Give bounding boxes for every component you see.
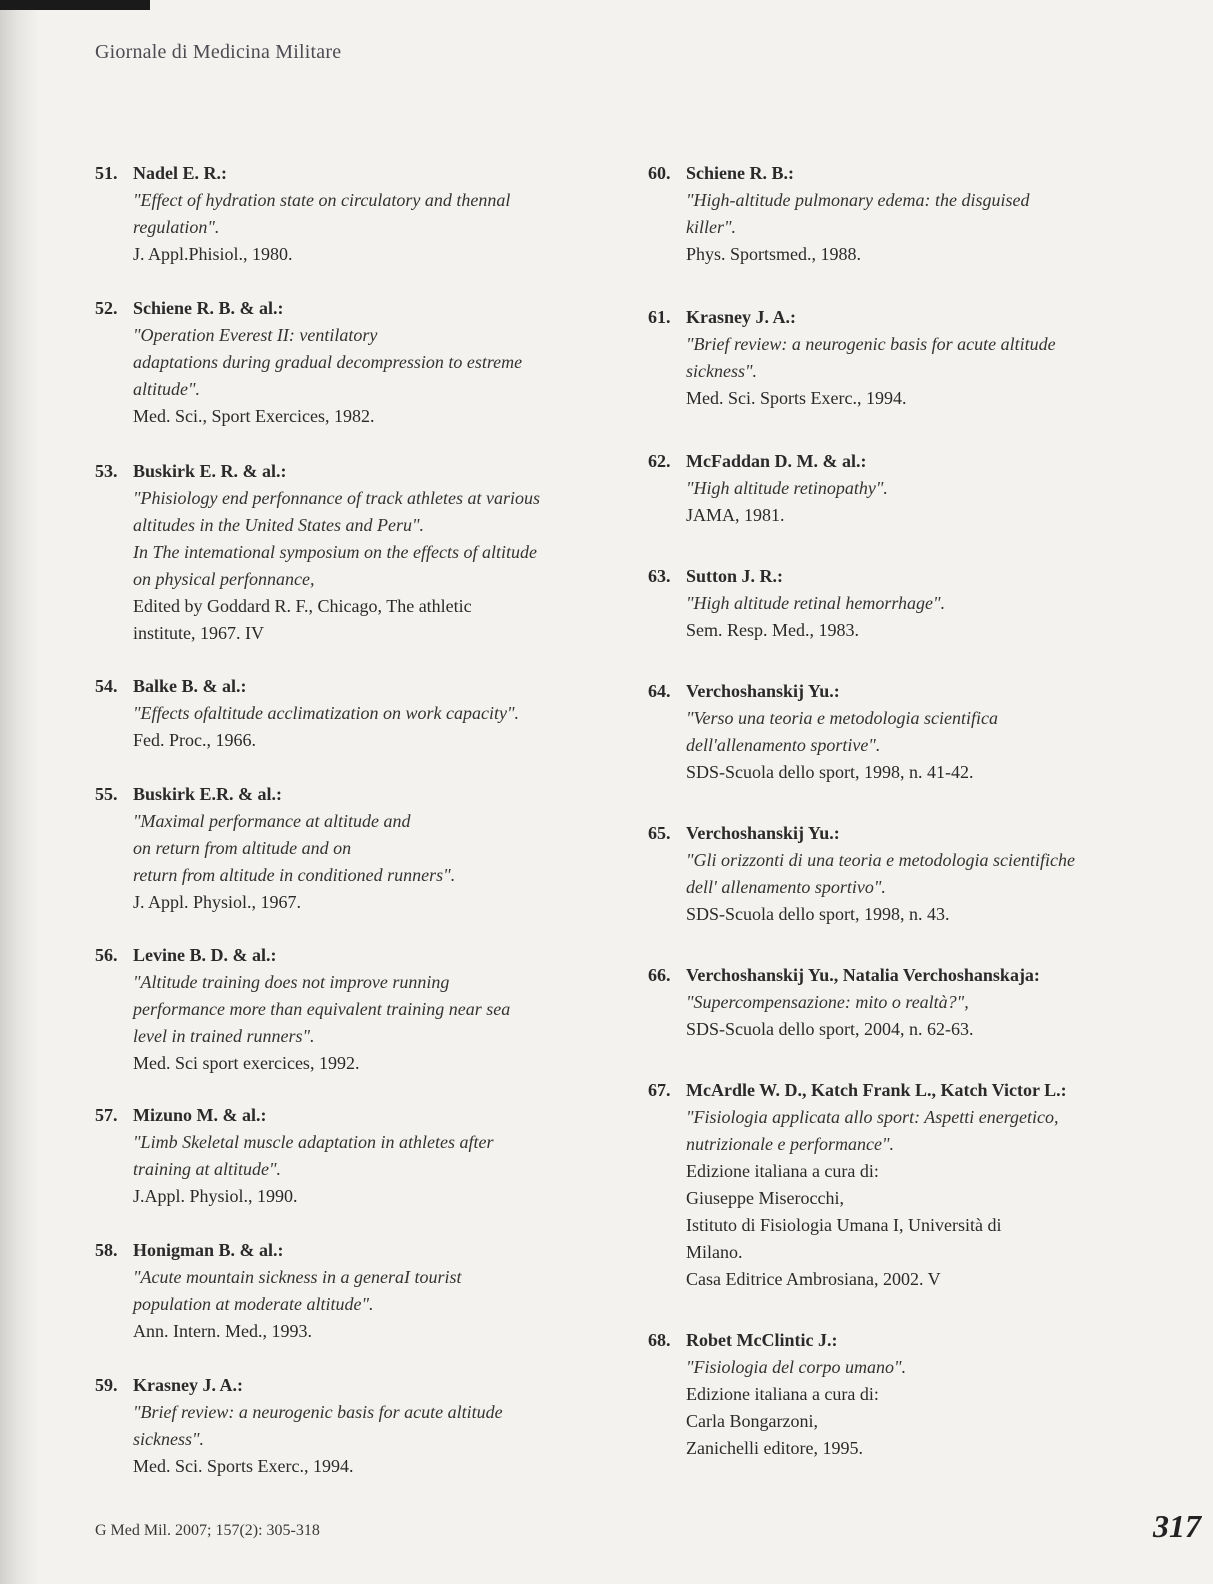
reference-body [686, 590, 1178, 644]
reference-entry [648, 563, 1178, 644]
reference-number: 54. [95, 676, 118, 696]
reference-body [133, 1129, 615, 1210]
reference-number: 66. [648, 965, 671, 985]
reference-source-line: Edited by Goddard R. F., Chicago, The athletic [133, 596, 472, 616]
reference-authors: Levine B. D. & al.: [133, 945, 277, 965]
reference-heading [95, 458, 615, 485]
reference-entry [95, 1102, 615, 1210]
reference-title-line: on return from altitude and on [133, 838, 352, 858]
reference-title-line: In The intemational symposium on the effects of altitude [133, 542, 537, 562]
reference-title-line: "Brief review: a neurogenic basis for acute altitude [133, 1402, 503, 1422]
reference-source-line: Zanichelli editore, 1995. [686, 1438, 863, 1458]
reference-heading [648, 304, 1178, 331]
reference-source-line: Med. Sci., Sport Exercices, 1982. [133, 406, 375, 426]
reference-heading [648, 563, 1178, 590]
reference-number: 67. [648, 1080, 671, 1100]
reference-authors: Mizuno M. & al.: [133, 1105, 267, 1125]
reference-source-line: Phys. Sportsmed., 1988. [686, 244, 862, 264]
reference-entry [95, 1372, 615, 1480]
reference-source-line: Istituto di Fisiologia Umana I, Università di [686, 1215, 1002, 1235]
reference-title-line: "Verso una teoria e metodologia scientifica [686, 708, 999, 728]
reference-title-line: training at altitude". [133, 1159, 282, 1179]
reference-source-line: SDS-Scuola dello sport, 1998, n. 43. [686, 904, 950, 924]
top-edge-mark [0, 0, 150, 10]
reference-authors: Buskirk E.R. & al.: [133, 784, 283, 804]
binding-shadow [0, 0, 40, 1584]
reference-authors: Nadel E. R.: [133, 163, 227, 183]
reference-authors: Robet McClintic J.: [686, 1330, 838, 1350]
reference-title-line: "Brief review: a neurogenic basis for acute altitude [686, 334, 1056, 354]
reference-entry [648, 678, 1178, 786]
reference-authors: Buskirk E. R. & al.: [133, 461, 287, 481]
reference-source-line: J.Appl. Physiol., 1990. [133, 1186, 298, 1206]
reference-title-line: altitude". [133, 379, 201, 399]
reference-authors: Sutton J. R.: [686, 566, 784, 586]
reference-number: 61. [648, 307, 671, 327]
reference-body [133, 1399, 615, 1480]
reference-title-line: "Fisiologia del corpo umano". [686, 1357, 907, 1377]
reference-body [133, 485, 615, 647]
reference-entry [648, 1327, 1178, 1462]
reference-number: 62. [648, 451, 671, 471]
reference-title-line: population at moderate altitude". [133, 1294, 374, 1314]
reference-title-line: "High altitude retinal hemorrhage". [686, 593, 946, 613]
reference-title-line: "Effects ofaltitude acclimatization on work capacity". [133, 703, 520, 723]
reference-body [133, 969, 615, 1077]
reference-authors: McFaddan D. M. & al.: [686, 451, 867, 471]
reference-number: 57. [95, 1105, 118, 1125]
reference-title-line: "Phisiology end perfonnance of track athletes at various [133, 488, 540, 508]
reference-number: 68. [648, 1330, 671, 1350]
reference-body [686, 847, 1178, 928]
reference-entry [648, 962, 1178, 1043]
reference-source-line: Med. Sci. Sports Exerc., 1994. [133, 1456, 354, 1476]
reference-number: 58. [95, 1240, 118, 1260]
reference-heading [95, 295, 615, 322]
reference-body [133, 700, 615, 754]
reference-number: 51. [95, 163, 118, 183]
reference-source-line: SDS-Scuola dello sport, 2004, n. 62-63. [686, 1019, 974, 1039]
reference-entry [648, 448, 1178, 529]
reference-source-line: J. Appl. Physiol., 1967. [133, 892, 302, 912]
reference-entry [95, 942, 615, 1077]
reference-number: 56. [95, 945, 118, 965]
reference-body [686, 331, 1178, 412]
reference-source-line: Med. Sci sport exercices, 1992. [133, 1053, 360, 1073]
reference-heading [648, 1077, 1178, 1104]
reference-number: 53. [95, 461, 118, 481]
reference-title-line: nutrizionale e performance". [686, 1134, 895, 1154]
reference-source-line: Fed. Proc., 1966. [133, 730, 256, 750]
reference-body [133, 1264, 615, 1345]
reference-body [686, 475, 1178, 529]
reference-title-line: sickness". [133, 1429, 205, 1449]
reference-entry [95, 458, 615, 647]
reference-source-line: Carla Bongarzoni, [686, 1411, 818, 1431]
reference-entry [648, 304, 1178, 412]
reference-body [133, 187, 615, 268]
reference-heading [648, 678, 1178, 705]
reference-heading [648, 962, 1178, 989]
reference-source-line: Sem. Resp. Med., 1983. [686, 620, 859, 640]
reference-title-line: performance more than equivalent training near sea [133, 999, 511, 1019]
reference-title-line: "Gli orizzonti di una teoria e metodologia scientifiche [686, 850, 1076, 870]
reference-body [686, 989, 1178, 1043]
reference-number: 52. [95, 298, 118, 318]
reference-authors: Schiene R. B.: [686, 163, 794, 183]
reference-title-line: regulation". [133, 217, 220, 237]
reference-authors: Honigman B. & al.: [133, 1240, 284, 1260]
reference-title-line: "Acute mountain sickness in a generaI tourist [133, 1267, 462, 1287]
reference-heading [95, 942, 615, 969]
reference-title-line: "High-altitude pulmonary edema: the disguised [686, 190, 1030, 210]
reference-title-line: on physical perfonnance, [133, 569, 315, 589]
reference-title-line: return from altitude in conditioned runners". [133, 865, 456, 885]
reference-entry [95, 673, 615, 754]
reference-authors: Verchoshanskij Yu., Natalia Verchoshanskaja: [686, 965, 1040, 985]
reference-heading [648, 820, 1178, 847]
reference-body [133, 322, 615, 430]
reference-title-line: level in trained runners". [133, 1026, 315, 1046]
reference-source-line: JAMA, 1981. [686, 505, 785, 525]
reference-number: 64. [648, 681, 671, 701]
page-number: 317 [1153, 1508, 1201, 1544]
reference-source-line: Edizione italiana a cura di: [686, 1161, 879, 1181]
reference-authors: McArdle W. D., Katch Frank L., Katch Victor L.: [686, 1080, 1067, 1100]
reference-authors: Verchoshanskij Yu.: [686, 681, 840, 701]
reference-authors: Verchoshanskij Yu.: [686, 823, 840, 843]
reference-entry [95, 160, 615, 268]
reference-source-line: Casa Editrice Ambrosiana, 2002. V [686, 1269, 941, 1289]
reference-title-line: "Effect of hydration state on circulatory and thennal [133, 190, 511, 210]
reference-source-line: Ann. Intern. Med., 1993. [133, 1321, 312, 1341]
reference-title-line: sickness". [686, 361, 758, 381]
journal-header: Giornale di Medicina Militare [95, 41, 342, 63]
reference-title-line: "Supercompensazione: mito o realtà?", [686, 992, 969, 1012]
reference-source-line: Edizione italiana a cura di: [686, 1384, 879, 1404]
reference-source-line: J. Appl.Phisiol., 1980. [133, 244, 293, 264]
reference-body [686, 187, 1178, 268]
reference-source-line: institute, 1967. IV [133, 623, 264, 643]
footer-citation: G Med Mil. 2007; 157(2): 305-318 [95, 1522, 320, 1539]
reference-authors: Krasney J. A.: [133, 1375, 243, 1395]
reference-title-line: "Maximal performance at altitude and [133, 811, 411, 831]
reference-body [686, 1104, 1178, 1293]
reference-entry [95, 295, 615, 430]
reference-entry [648, 820, 1178, 928]
reference-title-line: altitudes in the United States and Peru". [133, 515, 425, 535]
reference-body [686, 1354, 1178, 1462]
reference-source-line: Giuseppe Miserocchi, [686, 1188, 844, 1208]
reference-number: 59. [95, 1375, 118, 1395]
reference-number: 55. [95, 784, 118, 804]
reference-title-line: dell'allenamento sportive". [686, 735, 881, 755]
reference-authors: Schiene R. B. & al.: [133, 298, 284, 318]
reference-title-line: killer". [686, 217, 737, 237]
reference-heading [95, 673, 615, 700]
reference-number: 63. [648, 566, 671, 586]
reference-authors: Balke B. & al.: [133, 676, 247, 696]
reference-entry [95, 1237, 615, 1345]
reference-title-line: dell' allenamento sportivo". [686, 877, 886, 897]
reference-entry [95, 781, 615, 916]
reference-heading [95, 160, 615, 187]
reference-heading [648, 1327, 1178, 1354]
reference-body [686, 705, 1178, 786]
reference-title-line: "High altitude retinopathy". [686, 478, 888, 498]
reference-heading [95, 1237, 615, 1264]
reference-title-line: "Altitude training does not improve running [133, 972, 450, 992]
reference-entry [648, 160, 1178, 268]
reference-source-line: Med. Sci. Sports Exerc., 1994. [686, 388, 907, 408]
reference-heading [648, 448, 1178, 475]
reference-heading [95, 1372, 615, 1399]
reference-heading [95, 781, 615, 808]
reference-number: 65. [648, 823, 671, 843]
reference-source-line: Milano. [686, 1242, 743, 1262]
reference-body [133, 808, 615, 916]
reference-title-line: "Operation Everest II: ventilatory [133, 325, 378, 345]
reference-title-line: "Fisiologia applicata allo sport: Aspetti energetico, [686, 1107, 1059, 1127]
reference-heading [95, 1102, 615, 1129]
reference-title-line: "Limb Skeletal muscle adaptation in athletes after [133, 1132, 494, 1152]
reference-source-line: SDS-Scuola dello sport, 1998, n. 41-42. [686, 762, 974, 782]
reference-authors: Krasney J. A.: [686, 307, 796, 327]
reference-number: 60. [648, 163, 671, 183]
reference-entry [648, 1077, 1178, 1293]
reference-heading [648, 160, 1178, 187]
reference-title-line: adaptations during gradual decompression to estreme [133, 352, 523, 372]
